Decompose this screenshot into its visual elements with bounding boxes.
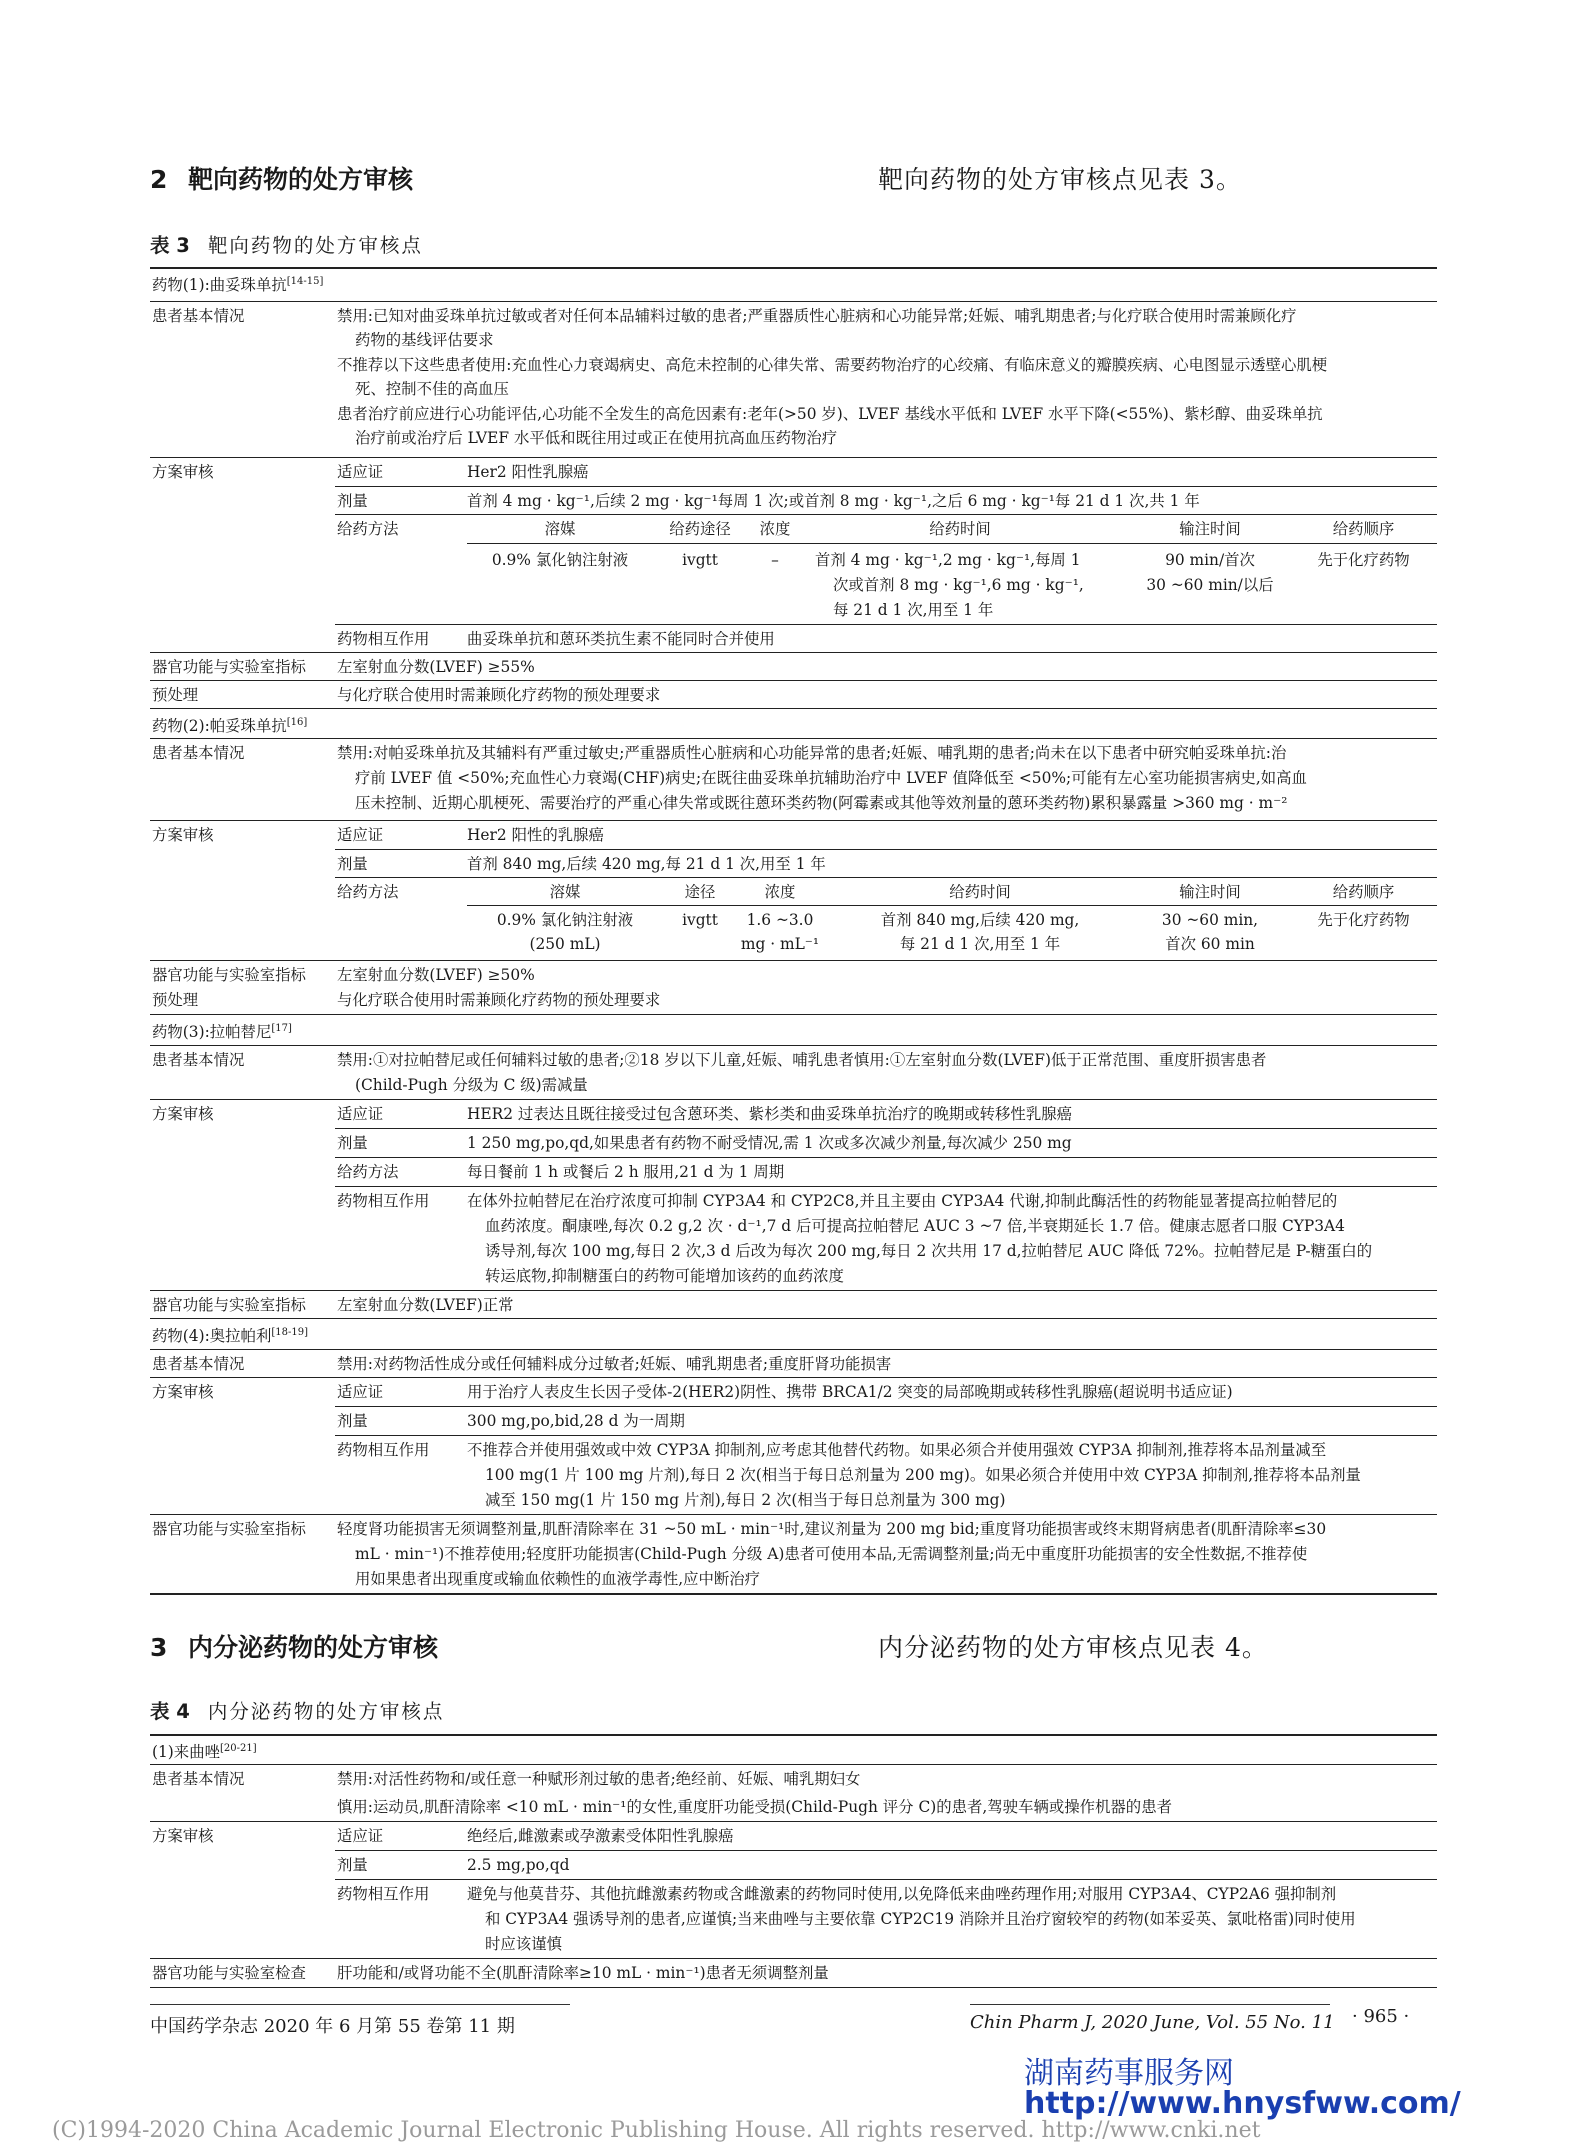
admin-header: 输注时间 [1179, 520, 1241, 538]
drug-4-interaction-label: 药物相互作用 [337, 1441, 430, 1459]
row-rule [150, 1045, 1437, 1046]
drug-1-organ-label: 器官功能与实验室指标 [152, 658, 306, 676]
drug-1-admin-label: 给药方法 [337, 520, 399, 538]
drug-4-interaction-line: 减至 150 mg(1 片 150 mg 片剂),每日 2 次(相当于每日总剂量为 300 mg) [485, 1491, 1006, 1509]
section-3-intro: 内分泌药物的处方审核点见表 4。 [878, 1633, 1268, 1662]
t4-drug-1-interaction-line: 避免与他莫昔芬、其他抗雌激素药物或含雌激素的药物同时使用,以免降低来曲唑药理作用;对服用 CYP3A4、CYP2A6 强抑制剂 [467, 1885, 1337, 1903]
section-2-intro: 靶向药物的处方审核点见表 3。 [878, 165, 1242, 194]
drug-2-organ-label: 器官功能与实验室指标 [152, 966, 306, 984]
drug-2-organ: 左室射血分数(LVEF) ≥50% [337, 966, 535, 984]
admin-header: 给药顺序 [1332, 520, 1395, 538]
sub-rule [335, 1157, 1437, 1158]
drug-1-indication-label: 适应证 [337, 463, 384, 481]
drug-1-plan-label: 方案审核 [152, 463, 214, 481]
admin-infusion-line: 90 min/首次 [1165, 551, 1255, 569]
table-3-top-rule [150, 267, 1437, 269]
drug-2-basic-line: 压未控制、近期心肌梗死、需要治疗的严重心律失常或既往蒽环类药物(阿霉素或其他等效剂量的蒽环类药物)累积暴露量 >360 mg · m⁻² [355, 794, 1288, 812]
section-2-heading: 2 靶向药物的处方审核 [150, 165, 414, 194]
page-number: · 965 · [1352, 2006, 1410, 2027]
row-rule [150, 1349, 1437, 1350]
row-rule [150, 1821, 1437, 1822]
t4-drug-1-basic-line: 禁用:对活性药物和/或任意一种赋形剂过敏的患者;绝经前、妊娠、哺乳期妇女 [337, 1770, 861, 1788]
drug-3-basic-line: (Child-Pugh 分级为 C 级)需减量 [355, 1076, 588, 1094]
table-4-bottom-rule [150, 1987, 1437, 1988]
journal-footer-en: Chin Pharm J, 2020 June, Vol. 55 No. 11 [970, 2012, 1335, 2033]
t4-drug-1-title: (1)来曲唑[20-21] [152, 1743, 257, 1762]
drug-3-interaction-line: 转运底物,抑制糖蛋白的药物可能增加该药的血药浓度 [485, 1267, 844, 1285]
drug-1-interaction: 曲妥珠单抗和蒽环类抗生素不能同时合并使用 [467, 630, 775, 648]
drug-2-indication-label: 适应证 [337, 826, 384, 844]
t4-drug-1-interaction-label: 药物相互作用 [337, 1885, 430, 1903]
drug-4-indication-label: 适应证 [337, 1383, 384, 1401]
sub-rule [335, 1406, 1437, 1407]
admin-solvent-line: (250 mL) [529, 935, 601, 953]
sub-rule [467, 543, 1437, 544]
drug-4-indication: 用于治疗人表皮生长因子受体-2(HER2)阴性、携带 BRCA1/2 突变的局部晚期或转移性乳腺癌(超说明书适应证) [467, 1383, 1233, 1401]
admin-infusion-line: 首次 60 min [1165, 935, 1255, 953]
drug-4-title: 药物(4):奥拉帕利[18-19] [152, 1327, 308, 1346]
drug-2-indication: Her2 阳性的乳腺癌 [467, 826, 604, 844]
section-3-heading: 3 内分泌药物的处方审核 [150, 1633, 439, 1662]
table-4-top-rule [150, 1734, 1437, 1736]
drug-3-basic-label: 患者基本情况 [152, 1051, 245, 1069]
t4-drug-1-organ-label: 器官功能与实验室检查 [152, 1964, 306, 1982]
copyright-line: (C)1994-2020 China Academic Journal Electronic Publishing House. All rights reserved. http://www.cnki.net [52, 2118, 1261, 2143]
row-rule [150, 1318, 1437, 1319]
drug-1-basic-line: 患者治疗前应进行心功能评估,心功能不全发生的高危因素有:老年(>50 岁)、LVEF 基线水平低和 LVEF 水平下降(<55%)、紫杉醇、曲妥珠单抗 [337, 405, 1323, 423]
drug-2-basic-line: 禁用:对帕妥珠单抗及其辅料有严重过敏史;严重器质性心脏病和心功能异常的患者;妊娠、哺乳期的患者;尚未在以下患者中研究帕妥珠单抗:治 [337, 744, 1287, 762]
drug-4-dose: 300 mg,po,bid,28 d 为一周期 [467, 1412, 685, 1430]
footer-rule-left [150, 2004, 570, 2005]
drug-2-pretreat-label: 预处理 [152, 991, 199, 1009]
drug-3-admin: 每日餐前 1 h 或餐后 2 h 服用,21 d 为 1 周期 [467, 1163, 785, 1181]
row-rule [150, 680, 1437, 681]
row-rule [150, 1958, 1437, 1959]
sub-rule [335, 1879, 1437, 1880]
admin-header: 给药途径 [669, 520, 731, 538]
drug-2-plan-label: 方案审核 [152, 826, 214, 844]
drug-4-organ-line: mL · min⁻¹)不推荐使用;轻度肝功能损害(Child-Pugh 分级 A)患者可使用本品,无需调整剂量;尚无中重度肝功能损害的安全性数据,不推荐使 [355, 1545, 1308, 1563]
drug-3-organ: 左室射血分数(LVEF)正常 [337, 1296, 514, 1314]
t4-drug-1-dose-label: 剂量 [337, 1856, 368, 1874]
row-rule [150, 1290, 1437, 1291]
drug-4-organ-line: 轻度肾功能损害无须调整剂量,肌酐清除率在 31 ~50 mL · min⁻¹时,建议剂量为 200 mg bid;重度肾功能损害或终末期肾病患者(肌酐清除率≤30 [337, 1520, 1327, 1538]
admin-header: 溶媒 [549, 883, 581, 901]
admin-header: 浓度 [759, 520, 791, 538]
admin-header: 给药时间 [929, 520, 991, 538]
drug-3-plan-label: 方案审核 [152, 1105, 214, 1123]
drug-1-basic-line: 药物的基线评估要求 [355, 331, 494, 349]
admin-infusion-line: 30 ~60 min/以后 [1146, 576, 1274, 594]
t4-drug-1-organ: 肝功能和/或肾功能不全(肌酐清除率≥10 mL · min⁻¹)患者无须调整剂量 [337, 1964, 829, 1982]
sub-rule [335, 849, 1437, 850]
row-rule [150, 1099, 1437, 1100]
admin-header: 途径 [684, 883, 716, 901]
row-rule [150, 820, 1437, 821]
watermark-url[interactable]: http://www.hnysfww.com/ [1024, 2086, 1461, 2121]
admin-header: 给药顺序 [1332, 883, 1395, 901]
drug-1-dose-label: 剂量 [337, 492, 368, 510]
drug-3-organ-label: 器官功能与实验室指标 [152, 1296, 306, 1314]
drug-1-pretreat: 与化疗联合使用时需兼顾化疗药物的预处理要求 [337, 686, 661, 704]
drug-2-basic-label: 患者基本情况 [152, 744, 245, 762]
admin-conc-line: 1.6 ~3.0 [746, 911, 814, 929]
row-rule [150, 1764, 1437, 1765]
row-rule [150, 652, 1437, 653]
table-3-bottom-rule [150, 1593, 1437, 1595]
t4-drug-1-basic-line: 慎用:运动员,肌酐清除率 <10 mL · min⁻¹的女性,重度肝功能受损(Child-Pugh 评分 C)的患者,驾驶车辆或操作机器的患者 [337, 1798, 1172, 1816]
table-3-caption: 表 3 靶向药物的处方审核点 [150, 234, 423, 257]
admin-header: 输注时间 [1179, 883, 1241, 901]
row-rule [150, 708, 1437, 709]
row-rule [150, 301, 1437, 302]
drug-4-basic: 禁用:对药物活性成分或任何辅料成分过敏者;妊娠、哺乳期患者;重度肝肾功能损害 [337, 1355, 892, 1373]
drug-1-basic-line: 治疗前或治疗后 LVEF 水平低和既往用过或正在使用抗高血压药物治疗 [355, 429, 838, 447]
admin-time-line: 次或首剂 8 mg · kg⁻¹,6 mg · kg⁻¹, [833, 576, 1084, 594]
sub-rule [335, 486, 1437, 487]
admin-time-line: 首剂 840 mg,后续 420 mg, [880, 911, 1080, 929]
drug-4-basic-label: 患者基本情况 [152, 1355, 245, 1373]
drug-4-organ-label: 器官功能与实验室指标 [152, 1520, 306, 1538]
drug-1-basic-line: 禁用:已知对曲妥珠单抗过敏或者对任何本品辅料过敏的患者;严重器质性心脏病和心功能异常;妊娠、哺乳期患者;与化疗联合使用时需兼顾化疗 [337, 307, 1297, 325]
row-rule [150, 1514, 1437, 1515]
drug-3-dose-label: 剂量 [337, 1134, 368, 1152]
t4-drug-1-interaction-line: 和 CYP3A4 强诱导剂的患者,应谨慎;当来曲唑与主要依靠 CYP2C19 消除并且治疗窗较窄的药物(如苯妥英、氯吡格雷)同时使用 [485, 1910, 1356, 1928]
admin-time-line: 每 21 d 1 次,用至 1 年 [833, 601, 994, 619]
drug-3-title: 药物(3):拉帕替尼[17] [152, 1023, 292, 1042]
drug-4-interaction-line: 100 mg(1 片 100 mg 片剂),每日 2 次(相当于每日总剂量为 200 mg)。如果必须合并使用中效 CYP3A 抑制剂,推荐将本品剂量 [485, 1466, 1361, 1484]
t4-drug-1-indication: 绝经后,雌激素或孕激素受体阳性乳腺癌 [467, 1827, 734, 1845]
row-rule [150, 738, 1437, 739]
admin-header: 溶媒 [544, 520, 576, 538]
sub-rule [335, 1186, 1437, 1187]
drug-4-organ-line: 用如果患者出现重度或输血依赖性的血液学毒性,应中断治疗 [355, 1570, 761, 1588]
drug-3-indication-label: 适应证 [337, 1105, 384, 1123]
watermark-site-name: 湖南药事服务网 [1024, 2056, 1234, 2091]
row-rule [150, 1014, 1437, 1015]
drug-2-pretreat: 与化疗联合使用时需兼顾化疗药物的预处理要求 [337, 991, 661, 1009]
footer-rule-right [970, 2004, 1330, 2005]
drug-4-dose-label: 剂量 [337, 1412, 368, 1430]
drug-3-basic-line: 禁用:①对拉帕替尼或任何辅料过敏的患者;②18 岁以下儿童,妊娠、哺乳患者慎用:①左室射血分数(LVEF)低于正常范围、重度肝损害患者 [337, 1051, 1267, 1069]
drug-2-admin-label: 给药方法 [337, 883, 399, 901]
drug-3-admin-label: 给药方法 [337, 1163, 399, 1181]
drug-2-dose-label: 剂量 [337, 855, 368, 873]
drug-3-interaction-line: 在体外拉帕替尼在治疗浓度可抑制 CYP3A4 和 CYP2C8,并且主要由 CYP3A4 代谢,抑制此酶活性的药物能显著提高拉帕替尼的 [467, 1192, 1338, 1210]
sub-rule [335, 1128, 1437, 1129]
drug-1-basic-label: 患者基本情况 [152, 307, 245, 325]
row-rule [150, 457, 1437, 458]
drug-3-interaction-line: 血药浓度。酮康唑,每次 0.2 g,2 次 · d⁻¹,7 d 后可提高拉帕替尼 AUC 3 ~7 倍,半衰期延长 1.7 倍。健康志愿者口服 CYP3A4 [485, 1217, 1345, 1235]
row-rule [150, 1377, 1437, 1378]
admin-order: 先于化疗药物 [1317, 911, 1410, 929]
drug-1-indication: Her2 阳性乳腺癌 [467, 463, 589, 481]
drug-3-interaction-label: 药物相互作用 [337, 1192, 430, 1210]
drug-3-indication: HER2 过表达且既往接受过包含蒽环类、紫杉类和曲妥珠单抗治疗的晚期或转移性乳腺癌 [467, 1105, 1072, 1123]
drug-1-basic-line: 不推荐以下这些患者使用:充血性心力衰竭病史、高危未控制的心律失常、需要药物治疗的心绞痛、有临床意义的瓣膜疾病、心电图显示透壁心肌梗 [337, 356, 1328, 374]
row-rule [150, 960, 1437, 961]
sub-rule [335, 514, 1437, 515]
admin-conc-line: mg · mL⁻¹ [740, 935, 820, 953]
drug-2-title: 药物(2):帕妥珠单抗[16] [152, 717, 308, 736]
admin-time-line: 每 21 d 1 次,用至 1 年 [899, 935, 1061, 953]
admin-header: 浓度 [764, 883, 796, 901]
t4-drug-1-indication-label: 适应证 [337, 1827, 384, 1845]
t4-drug-1-dose: 2.5 mg,po,qd [467, 1856, 570, 1874]
admin-route: ivgtt [682, 911, 718, 929]
sub-rule [467, 905, 1437, 906]
admin-time-line: 首剂 4 mg · kg⁻¹,2 mg · kg⁻¹,每周 1 [815, 551, 1081, 569]
drug-4-interaction-line: 不推荐合并使用强效或中效 CYP3A 抑制剂,应考虑其他替代药物。如果必须合并使用强效 CYP3A 抑制剂,推荐将本品剂量减至 [467, 1441, 1327, 1459]
sub-rule [335, 877, 1437, 878]
drug-4-plan-label: 方案审核 [152, 1383, 214, 1401]
t4-drug-1-basic-label: 患者基本情况 [152, 1770, 245, 1788]
admin-infusion-line: 30 ~60 min, [1161, 911, 1259, 929]
sub-rule [335, 1850, 1437, 1851]
drug-1-organ: 左室射血分数(LVEF) ≥55% [337, 658, 535, 676]
sub-rule [335, 1435, 1437, 1436]
drug-1-basic-line: 死、控制不佳的高血压 [355, 380, 509, 398]
drug-1-dose: 首剂 4 mg · kg⁻¹,后续 2 mg · kg⁻¹每周 1 次;或首剂 8 mg · kg⁻¹,之后 6 mg · kg⁻¹每 21 d 1 次,共 1 年 [467, 492, 1200, 510]
drug-1-interaction-label: 药物相互作用 [337, 630, 430, 648]
journal-footer-cn: 中国药学杂志 2020 年 6 月第 55 卷第 11 期 [150, 2016, 515, 2037]
drug-1-pretreat-label: 预处理 [152, 686, 199, 704]
drug-2-dose: 首剂 840 mg,后续 420 mg,每 21 d 1 次,用至 1 年 [467, 855, 826, 873]
admin-solvent-line: 0.9% 氯化钠注射液 [496, 911, 634, 929]
t4-drug-1-interaction-line: 时应该谨慎 [485, 1935, 562, 1953]
admin-route: ivgtt [682, 551, 718, 569]
drug-2-basic-line: 疗前 LVEF 值 <50%;充血性心力衰竭(CHF)病史;在既往曲妥珠单抗辅助治疗中 LVEF 值降低至 <50%;可能有左心室功能损害病史,如高血 [355, 769, 1307, 787]
admin-conc: – [771, 551, 779, 569]
drug-1-title: 药物(1):曲妥珠单抗[14-15] [152, 276, 324, 295]
table-4-caption: 表 4 内分泌药物的处方审核点 [150, 1700, 445, 1723]
admin-solvent: 0.9% 氯化钠注射液 [491, 551, 629, 569]
admin-order: 先于化疗药物 [1317, 551, 1410, 569]
t4-drug-1-plan-label: 方案审核 [152, 1827, 214, 1845]
drug-3-dose: 1 250 mg,po,qd,如果患者有药物不耐受情况,需 1 次或多次减少剂量,每次减少 250 mg [467, 1134, 1072, 1152]
drug-3-interaction-line: 诱导剂,每次 100 mg,每日 2 次,3 d 后改为每次 200 mg,每日 2 次共用 17 d,拉帕替尼 AUC 降低 72%。拉帕替尼是 P-糖蛋白的 [485, 1242, 1373, 1260]
sub-rule [335, 624, 1437, 625]
admin-header: 给药时间 [949, 883, 1011, 901]
